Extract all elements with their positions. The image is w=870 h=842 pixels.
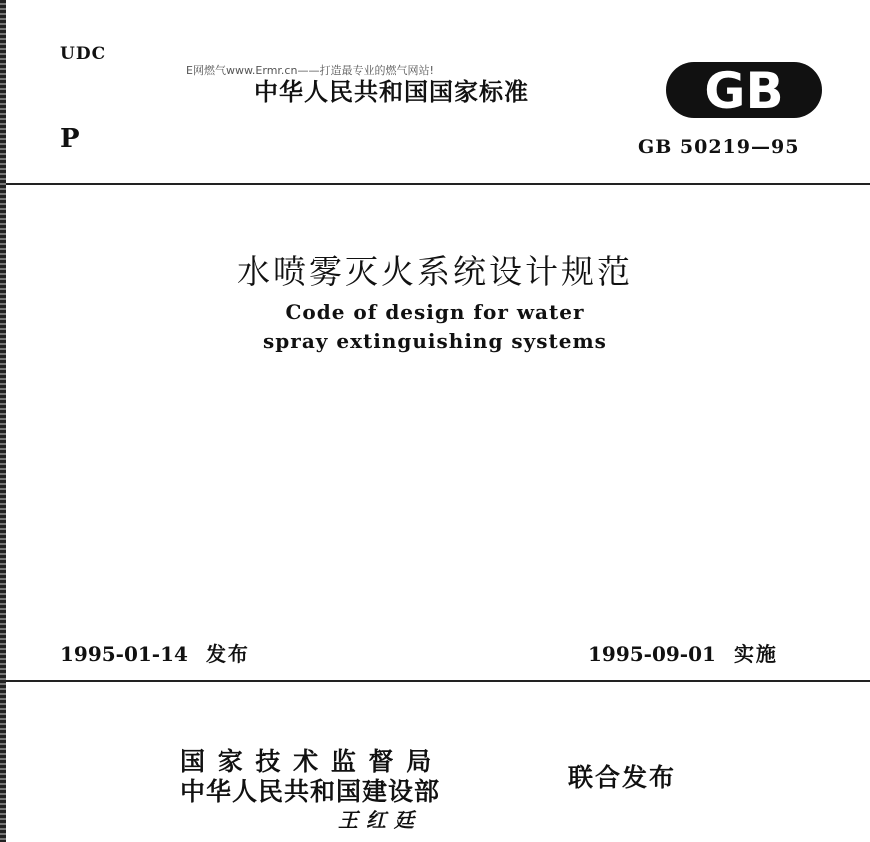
dates-divider [6, 680, 870, 682]
issuer-line1: 国 家 技 术 监 督 局 [180, 747, 434, 776]
title-english-line2: spray extinguishing systems [263, 329, 607, 353]
gb-logo [664, 58, 824, 122]
title-english-line1: Code of design for water [285, 300, 585, 324]
effective-date-block [588, 638, 778, 667]
signature: 王红廷 [338, 808, 422, 832]
joint-issue-label: 联合发布 [568, 763, 677, 792]
udc-label: UDC [60, 44, 107, 64]
watermark-text: E网燃气www.Ermr.cn——打造最专业的燃气网站! [186, 64, 434, 77]
national-standard-heading: 中华人民共和国国家标准 [254, 78, 529, 106]
issue-label: 发布 [205, 642, 250, 666]
standard-number: GB 50219—95 [638, 136, 800, 158]
issuer-line2: 中华人民共和国建设部 [180, 777, 441, 806]
effective-date: 1995-09-01 [588, 642, 716, 666]
category-code: P [60, 124, 80, 154]
issue-date-block [60, 638, 250, 667]
effective-label: 实施 [733, 642, 778, 666]
gb-logo-text: GB [704, 62, 784, 120]
title-chinese: 水喷雾灭火系统设计规范 [237, 252, 633, 291]
header-divider [6, 183, 870, 185]
scan-left-edge [0, 0, 6, 842]
issue-date: 1995-01-14 [60, 642, 188, 666]
